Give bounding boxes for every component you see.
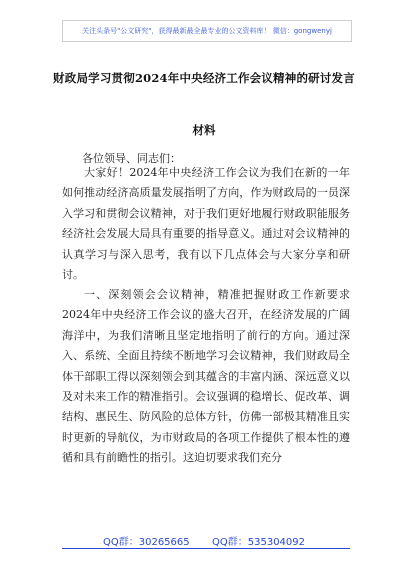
- salutation: 各位领导、同志们：: [82, 152, 181, 165]
- document-title-continuation: 材料: [192, 123, 216, 137]
- footer-qq-group-2: QQ群：535304092: [212, 537, 306, 548]
- footer: [0, 533, 408, 548]
- banner-text: 关注头条号"公文研究"，获得最新最全最专业的公文资料库！ 微信：gongwenyj: [82, 27, 332, 35]
- body-paragraph: 大家好！2024年中央经济工作会议为我们在新的一年如何推动经济高质量发展指明了方向，作为财政局的一员深入学习和贯彻会议精神，对于我们更好地履行财政职能服务经济社会发展大局具有重要的指导意义。通过对会议精神的认真学习与深入思考，我有以下几点体会与大家分享和研讨。: [62, 166, 350, 282]
- document-title: 财政局学习贯彻2024年中央经济工作会议精神的研讨发言: [53, 71, 355, 85]
- footer-qq-group-1: QQ群：30265665: [102, 537, 190, 548]
- footer-divider: [62, 548, 350, 549]
- top-banner: [62, 20, 352, 42]
- body-paragraph: 一、深刻领会会议精神，精准把握财政工作新要求2024年中央经济工作会议的盛大召开，在经济发展的广阔海洋中，为我们清晰且坚定地指明了前行的方向。通过深入、系统、全面且持续不断地学习会议精神，我们财政局全体干部职工得以深刻领会到其蕴含的丰富内涵、深远意义以及对未来工作的精准指引。会议强调的稳增长、促改革、调结构、惠民生、防风险的总体方针，仿佛一部极其精准且实时更新的导航仪，为市财政局的各项工作提供了根本性的遵循和具有前瞻性的指引。这迫切要求我们充分: [62, 288, 350, 465]
